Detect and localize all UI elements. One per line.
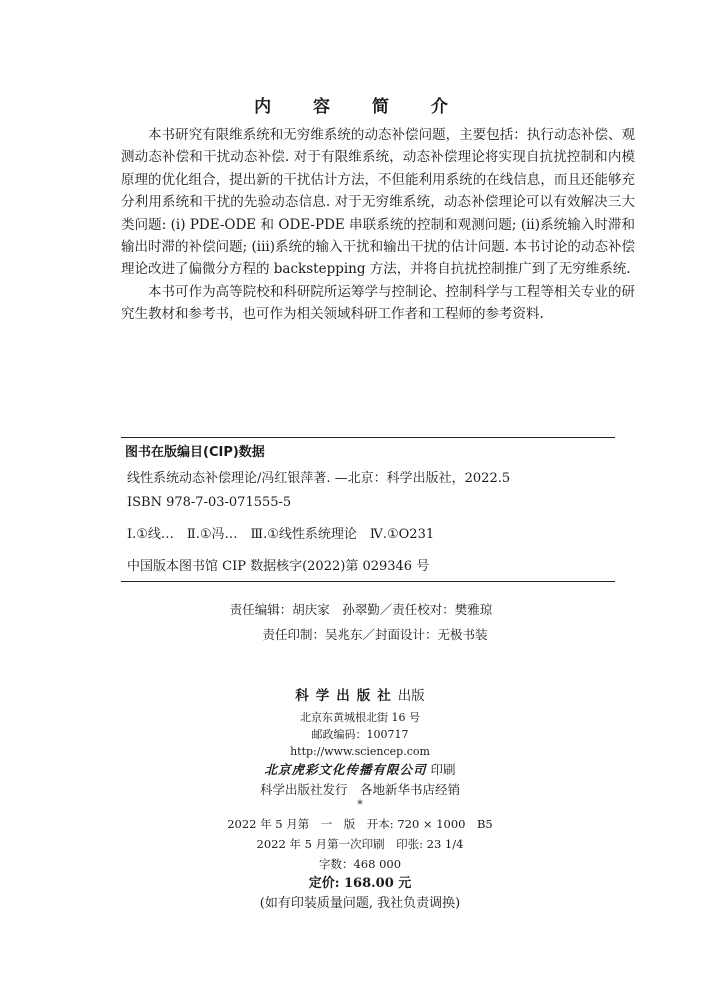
editor-line-2: 责任印制：吴兆东／封面设计：无极书装 [262, 627, 488, 642]
publisher-name: 科学出版社 [295, 688, 398, 704]
publisher-line [0, 686, 720, 706]
price: 定价: 168.00 元 [308, 876, 412, 891]
printer-suffix: 印刷 [430, 762, 456, 777]
publisher-suffix: 出版 [397, 688, 425, 704]
abstract-paragraph-2: 本书可作为高等院校和科研院所运筹学与控制论、控制科学与工程等相关专业的研究生教材和参考书，也可作为相关领域科研工作者和工程师的参考资料. [121, 283, 635, 323]
cip-bottom-rule [121, 581, 615, 582]
distribution-line: 科学出版社发行 各地新华书店经销 [259, 782, 460, 797]
cip-title-line: 线性系统动态补偿理论/冯红银萍著. —北京：科学出版社，2022.5 [127, 471, 511, 486]
printing-line: 2022 年 5 月第一次印刷 印张: 23 1/4 [256, 837, 464, 851]
cip-data-block [121, 437, 615, 582]
imprint-block [0, 686, 720, 914]
cip-classification: Ⅰ.①线… Ⅱ.①冯… Ⅲ.①线性系统理论 Ⅳ.①O231 [127, 527, 435, 542]
editor-line-1: 责任编辑：胡庆家 孙翠勤／责任校对：樊雅琼 [229, 602, 493, 617]
page-title: 内 容 简 介 [254, 97, 466, 117]
cip-heading: 图书在版编目(CIP)数据 [125, 445, 265, 460]
printer-name: 北京虎彩文化传播有限公司 [264, 762, 427, 777]
publisher-postcode: 邮政编码：100717 [311, 728, 409, 741]
word-count: 字数：468 000 [318, 857, 402, 871]
cip-top-rule [121, 437, 615, 438]
quality-notice: (如有印装质量问题, 我社负责调换) [259, 896, 461, 911]
cip-record-number: 中国版本图书馆 CIP 数据核字(2022)第 029346 号 [127, 559, 430, 574]
editors-credits [0, 597, 720, 647]
edition-line: 2022 年 5 月第 一 版 开本: 720 × 1000 B5 [227, 817, 493, 831]
cip-isbn: ISBN 978-7-03-071555-5 [127, 495, 292, 510]
abstract-paragraph-1: 本书研究有限维系统和无穷维系统的动态补偿问题，主要包括：执行动态补偿、观测动态补偿和干扰动态补偿. 对于有限维系统，动态补偿理论将实现自抗扰控制和内模原理的优化组合，提出新的干扰估计方法，不但能利用系统的在线信息，而且还能够充分利用系统和干扰的先验动态信息. 对于无穷维系统，动态补偿理论可以有效解决三大类问题: (i) PDE-ODE 和 ODE-PDE 串联系统的控制和观测问题; (ii)系统输入时滞和输出时滞的补偿问题; (iii)系统的输入干扰和输出干扰的估计问题. 本书讨论的动态补偿理论改进了偏微分方程的 backstepping 方法，并将自抗扰控制推广到了无穷维系统. [121, 127, 635, 278]
abstract-section [121, 124, 635, 326]
separator-star: * [357, 798, 363, 811]
printer-line [0, 760, 720, 780]
publisher-website: http://www.sciencep.com [290, 745, 430, 758]
publisher-address: 北京东黄城根北街 16 号 [300, 711, 420, 724]
